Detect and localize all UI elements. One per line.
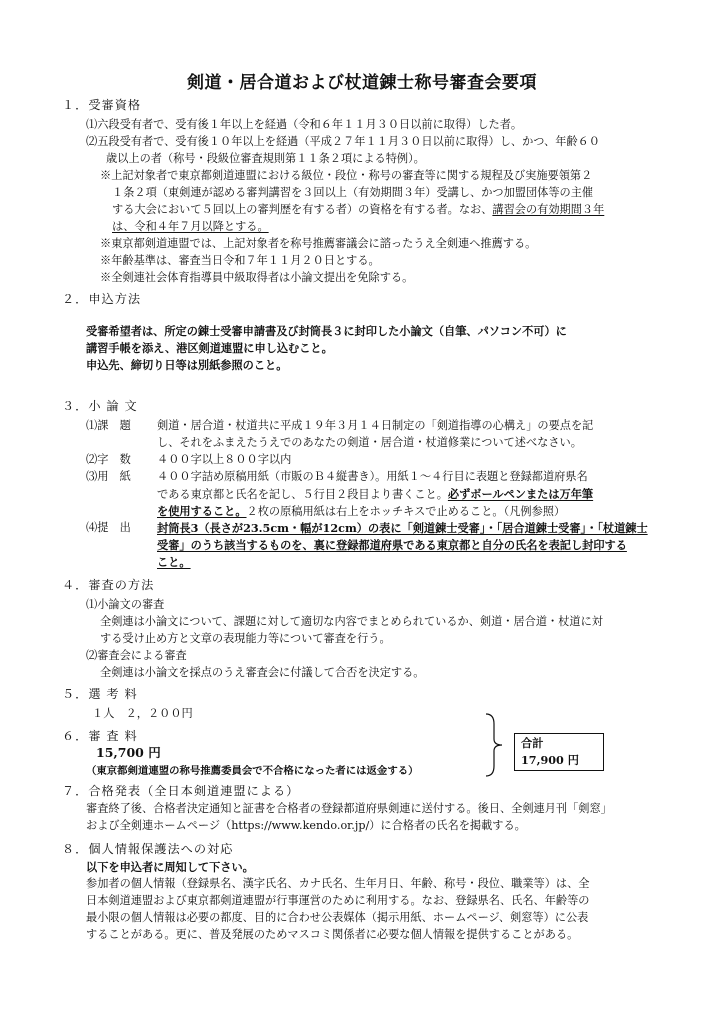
total-value: 17,900 円 — [521, 753, 579, 767]
document-title: 剣道・居合道および杖道錬士称号審査会要項 — [187, 73, 537, 93]
s1-note-1-line-3-text: する大会において５回以上の審判歴を有する者）の資格を有する者。なお、 — [112, 203, 493, 216]
s3-item-1-label: ⑴課 題 — [86, 419, 131, 432]
section-8-heading: ８．個人情報保護法への対応 — [62, 842, 234, 856]
section-2-heading: ２．申込方法 — [62, 292, 142, 306]
s8-line-2: 日本剣道連盟および東京都剣道連盟が行事運営のために利用する。なお、登録県名、氏名、年齢等の — [86, 894, 590, 907]
s3-item-3-line-3-text: ２枚の原稿用紙は右上をホッチキスで止めること。（凡例参照） — [246, 505, 566, 518]
s6-refund-note: （東京都剣道連盟の称号推薦委員会で不合格になった者には返金する） — [86, 765, 419, 777]
s4-item-1-title: ⑴小論文の審査 — [86, 598, 165, 611]
s3-item-3-line-1: ４００字詰め原稿用紙（市販のＢ４縦書き）。用紙１～４行目に表題と登録都道府県名 — [157, 470, 588, 483]
brace-bracket — [484, 712, 508, 778]
s2-line-1: 受審希望者は、所定の錬士受審申請書及び封筒長３に封印した小論文（自筆、パソコン不可）に — [86, 324, 567, 338]
s1-paragraph-2-line-1: ⑵五段受有者で、受有後１０年以上を経過（平成２７年１１月３０日以前に取得）し、かつ、年齢６０ — [86, 135, 600, 148]
s1-note-1-line-3 — [112, 203, 604, 217]
s3-item-3-line-2 — [157, 487, 593, 502]
s1-note-1-underlined: 講習会の有効期間３年 — [492, 203, 605, 216]
s3-item-3-line-3 — [157, 504, 565, 519]
section-5-heading: ５．選 考 料 — [62, 687, 138, 701]
s3-item-4-line-3: こと。 — [157, 555, 191, 569]
s3-item-4-line-2: 受審」のうち該当するものを、裏に登録都道府県である東京都と自分の氏名を表記し封印する — [157, 538, 627, 552]
s7-line-2: および全剣連ホームページ（https://www.kendo.or.jp/）に合格者の氏名を掲載する。 — [86, 819, 526, 832]
s3-item-4-label: ⑷提 出 — [86, 521, 131, 534]
s1-note-2: ※東京都剣道連盟では、上記対象者を称号推薦審議会に諮ったうえ全剣連へ推薦する。 — [100, 237, 537, 250]
s3-item-3-emphasis-1: 必ずボールペンまたは万年筆 — [447, 487, 594, 501]
s4-item-2-title: ⑵審査会による審査 — [86, 649, 187, 662]
s3-item-2-label: ⑵字 数 — [86, 453, 131, 466]
s4-item-2-line-1: 全剣連は小論文を採点のうえ審査会に付議して合否を決定する。 — [100, 666, 425, 679]
s2-line-3: 申込先、締切り日等は別紙参照のこと。 — [86, 358, 288, 372]
section-6-heading: ６．審 査 料 — [62, 729, 138, 743]
s8-line-3: 最小限の個人情報は必要の都度、目的に合わせ公表媒体（掲示用紙、ホームページ、剣窓等）に公表 — [86, 911, 589, 924]
total-label: 合計 — [521, 736, 544, 750]
section-1-heading: １．受審資格 — [62, 98, 142, 112]
s3-item-3-label: ⑶用 紙 — [86, 470, 131, 483]
s1-note-1-line-1: ※上記対象者で東京都剣道連盟における級位・段位・称号の審査等に関する規程及び実施要領第２ — [100, 169, 593, 182]
section-7-heading: ７．合格発表（全日本剣道連盟による） — [62, 784, 300, 798]
s3-item-4-line-1: 封筒長3（長さが23.5cm・幅が12cm）の表に「剣道錬士受審」・「居合道錬士受審」・「杖道錬士 — [157, 521, 648, 535]
s1-paragraph-2-line-2: 歳以上の者（称号・段級位審査規則第１１条２項による特例）。 — [106, 152, 425, 165]
s8-line-4: することがある。更に、普及発展のためマスコミ関係者に必要な個人情報を提供することがある。 — [86, 928, 579, 941]
s3-item-2-text: ４００字以上８００字以内 — [157, 453, 292, 466]
s4-item-1-line-2: する受け止め方と文章の表現能力等について審査を行う。 — [100, 632, 391, 645]
s8-line-1: 参加者の個人情報（登録県名、漢字氏名、カナ氏名、生年月日、年齢、称号・段位、職業等）は、全 — [86, 877, 590, 890]
s4-item-1-line-1: 全剣連は小論文について、課題に対して適切な内容でまとめられているか、剣道・居合道・杖道に対 — [100, 615, 603, 628]
s3-item-1-line-2: し、それをふまえたうえでのあなたの剣道・居合道・杖道修業について述べなさい。 — [157, 436, 582, 449]
s1-paragraph-1: ⑴六段受有者で、受有後１年以上を経過（令和６年１１月３０日以前に取得）した者。 — [86, 118, 523, 131]
s3-item-3-emphasis-2: を使用すること。 — [157, 504, 247, 518]
section-4-heading: ４．審査の方法 — [62, 578, 155, 592]
section-3-heading: ３．小 論 文 — [62, 399, 138, 413]
s5-fee: １人 ２，２００円 — [92, 707, 193, 720]
s1-note-3: ※年齢基準は、審査当日令和７年１１月２０日とする。 — [100, 254, 380, 267]
s1-note-4: ※全剣連社会体育指導員中級取得者は小論文提出を免除する。 — [100, 271, 414, 284]
s8-notice: 以下を申込者に周知して下さい。 — [86, 860, 254, 874]
s3-item-1-line-1: 剣道・居合道・杖道共に平成１９年３月１４日制定の「剣道指導の心構え」の要点を記 — [157, 419, 594, 432]
s3-item-3-line-2-text: である東京都と氏名を記し、５行目２段目より書くこと。 — [157, 488, 448, 501]
s7-line-1: 審査終了後、合格者決定通知と証書を合格者の登録都道府県剣連に送付する。後日、全剣連月刊「剣窓」 — [86, 802, 612, 815]
s1-note-1-line-4: は、令和４年７月以降とする。 — [112, 220, 269, 233]
s2-line-2: 講習手帳を添え、港区剣道連盟に申し込むこと。 — [86, 341, 333, 355]
s6-amount: 15,700 円 — [96, 745, 161, 760]
s1-note-1-line-2: １条２項（東剣連が認める審判講習を３回以上（有効期間３年）受講し、かつ加盟団体等の主催 — [112, 186, 594, 199]
